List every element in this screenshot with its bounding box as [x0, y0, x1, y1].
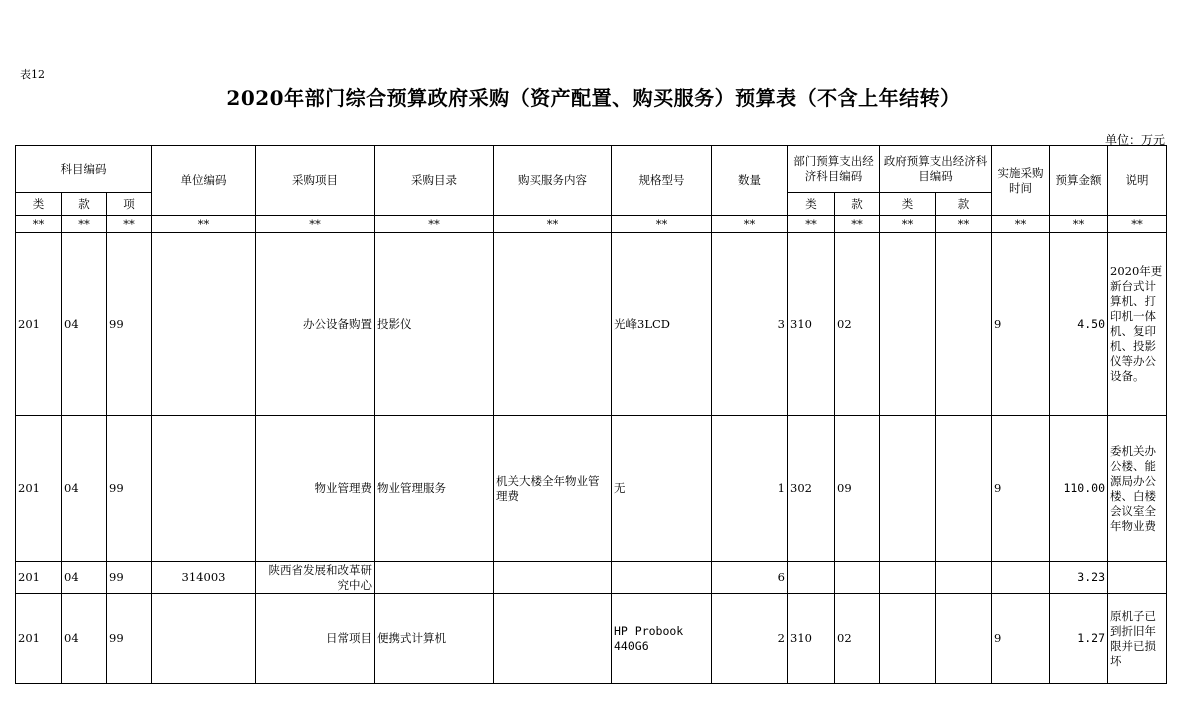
- asterisk-cell: **: [936, 216, 992, 233]
- purchase-catalog-cell: 物业管理服务: [375, 416, 494, 562]
- subject-code-header: 科目编码: [16, 146, 152, 193]
- budget-amount-header: 预算金额: [1050, 146, 1108, 216]
- asterisk-cell: **: [256, 216, 375, 233]
- kuan-cell: 04: [62, 562, 107, 594]
- gov-econ-header: 政府预算支出经济科目编码: [880, 146, 992, 193]
- asterisk-cell: **: [612, 216, 712, 233]
- purchase-catalog-header: 采购目录: [375, 146, 494, 216]
- asterisk-cell: **: [16, 216, 62, 233]
- lei-cell: 201: [16, 562, 62, 594]
- spec-model-cell: [612, 562, 712, 594]
- remarks-header: 说明: [1108, 146, 1167, 216]
- asterisk-cell: **: [835, 216, 880, 233]
- gov-kuan-cell: [936, 562, 992, 594]
- table-number: 表12: [20, 68, 45, 81]
- lei-cell: 201: [16, 416, 62, 562]
- purchase-item-cell: 办公设备购置: [256, 233, 375, 416]
- xiang-cell: 99: [107, 562, 152, 594]
- kuan-cell: 04: [62, 233, 107, 416]
- purchase-catalog-cell: 便携式计算机: [375, 594, 494, 684]
- header-row-1: [16, 146, 1167, 193]
- remark-cell: 2020年更新台式计算机、打印机一体机、复印机、投影仪等办公设备。: [1108, 233, 1167, 416]
- budget-amount-cell: 3.23: [1050, 562, 1108, 594]
- budget-amount-cell: 4.50: [1050, 233, 1108, 416]
- quantity-header: 数量: [712, 146, 788, 216]
- asterisk-row: [16, 216, 1167, 233]
- kuan-cell: 04: [62, 416, 107, 562]
- purchase-item-cell: 日常项目: [256, 594, 375, 684]
- quantity-cell: 1: [712, 416, 788, 562]
- table-row: [16, 562, 1167, 594]
- dept-kuan-cell: 09: [835, 416, 880, 562]
- impl-time-cell: 9: [992, 416, 1050, 562]
- service-content-header: 购买服务内容: [494, 146, 612, 216]
- asterisk-cell: **: [992, 216, 1050, 233]
- dept-lei-header: 类: [788, 193, 835, 216]
- quantity-cell: 3: [712, 233, 788, 416]
- gov-lei-header: 类: [880, 193, 936, 216]
- quantity-cell: 2: [712, 594, 788, 684]
- asterisk-cell: **: [1108, 216, 1167, 233]
- asterisk-cell: **: [712, 216, 788, 233]
- dept-kuan-cell: 02: [835, 233, 880, 416]
- dept-kuan-header: 款: [835, 193, 880, 216]
- purchase-catalog-cell: 投影仪: [375, 233, 494, 416]
- table-row: [16, 416, 1167, 562]
- lei-cell: 201: [16, 594, 62, 684]
- asterisk-cell: **: [375, 216, 494, 233]
- unit-label: 单位：万元: [1104, 133, 1165, 147]
- asterisk-cell: **: [788, 216, 835, 233]
- service-content-cell: 机关大楼全年物业管理费: [494, 416, 612, 562]
- lei-cell: 201: [16, 233, 62, 416]
- dept-lei-cell: 310: [788, 233, 835, 416]
- dept-kuan-cell: [835, 562, 880, 594]
- gov-kuan-cell: [936, 233, 992, 416]
- dept-lei-cell: [788, 562, 835, 594]
- purchase-catalog-cell: [375, 562, 494, 594]
- gov-kuan-cell: [936, 594, 992, 684]
- gov-lei-cell: [880, 233, 936, 416]
- service-content-cell: [494, 233, 612, 416]
- table-row: [16, 233, 1167, 416]
- impl-time-cell: 9: [992, 594, 1050, 684]
- xiang-cell: 99: [107, 416, 152, 562]
- dept-econ-header: 部门预算支出经济科目编码: [788, 146, 880, 193]
- budget-table: [15, 145, 1167, 684]
- purchase-item-cell: 物业管理费: [256, 416, 375, 562]
- kuan-header: 款: [62, 193, 107, 216]
- purchase-item-header: 采购项目: [256, 146, 375, 216]
- budget-amount-cell: 110.00: [1050, 416, 1108, 562]
- asterisk-cell: **: [1050, 216, 1108, 233]
- spec-model-cell: 光峰3LCD: [612, 233, 712, 416]
- remark-cell: 委机关办公楼、能源局办公楼、白楼会议室全年物业费: [1108, 416, 1167, 562]
- xiang-cell: 99: [107, 233, 152, 416]
- table-row: [16, 594, 1167, 684]
- asterisk-cell: **: [62, 216, 107, 233]
- gov-lei-cell: [880, 562, 936, 594]
- unit-code-cell: 314003: [152, 562, 256, 594]
- gov-kuan-header: 款: [936, 193, 992, 216]
- impl-time-cell: 9: [992, 233, 1050, 416]
- spec-model-cell: HP Probook 440G6: [612, 594, 712, 684]
- asterisk-cell: **: [494, 216, 612, 233]
- spec-model-cell: 无: [612, 416, 712, 562]
- unit-code-header: 单位编码: [152, 146, 256, 216]
- service-content-cell: [494, 562, 612, 594]
- unit-code-cell: [152, 416, 256, 562]
- gov-lei-cell: [880, 416, 936, 562]
- gov-kuan-cell: [936, 416, 992, 562]
- unit-code-cell: [152, 594, 256, 684]
- xiang-cell: 99: [107, 594, 152, 684]
- remark-cell: 原机子已到折旧年限并已损坏: [1108, 594, 1167, 684]
- lei-header: 类: [16, 193, 62, 216]
- purchase-item-cell: 陕西省发展和改革研究中心: [256, 562, 375, 594]
- dept-lei-cell: 310: [788, 594, 835, 684]
- impl-time-header: 实施采购时间: [992, 146, 1050, 216]
- gov-lei-cell: [880, 594, 936, 684]
- kuan-cell: 04: [62, 594, 107, 684]
- xiang-header: 项: [107, 193, 152, 216]
- service-content-cell: [494, 594, 612, 684]
- budget-amount-cell: 1.27: [1050, 594, 1108, 684]
- impl-time-cell: [992, 562, 1050, 594]
- asterisk-cell: **: [152, 216, 256, 233]
- page-title: 2020年部门综合预算政府采购（资产配置、购买服务）预算表（不含上年结转）: [226, 86, 961, 110]
- quantity-cell: 6: [712, 562, 788, 594]
- remark-cell: [1108, 562, 1167, 594]
- asterisk-cell: **: [880, 216, 936, 233]
- asterisk-cell: **: [107, 216, 152, 233]
- dept-kuan-cell: 02: [835, 594, 880, 684]
- unit-code-cell: [152, 233, 256, 416]
- dept-lei-cell: 302: [788, 416, 835, 562]
- spec-model-header: 规格型号: [612, 146, 712, 216]
